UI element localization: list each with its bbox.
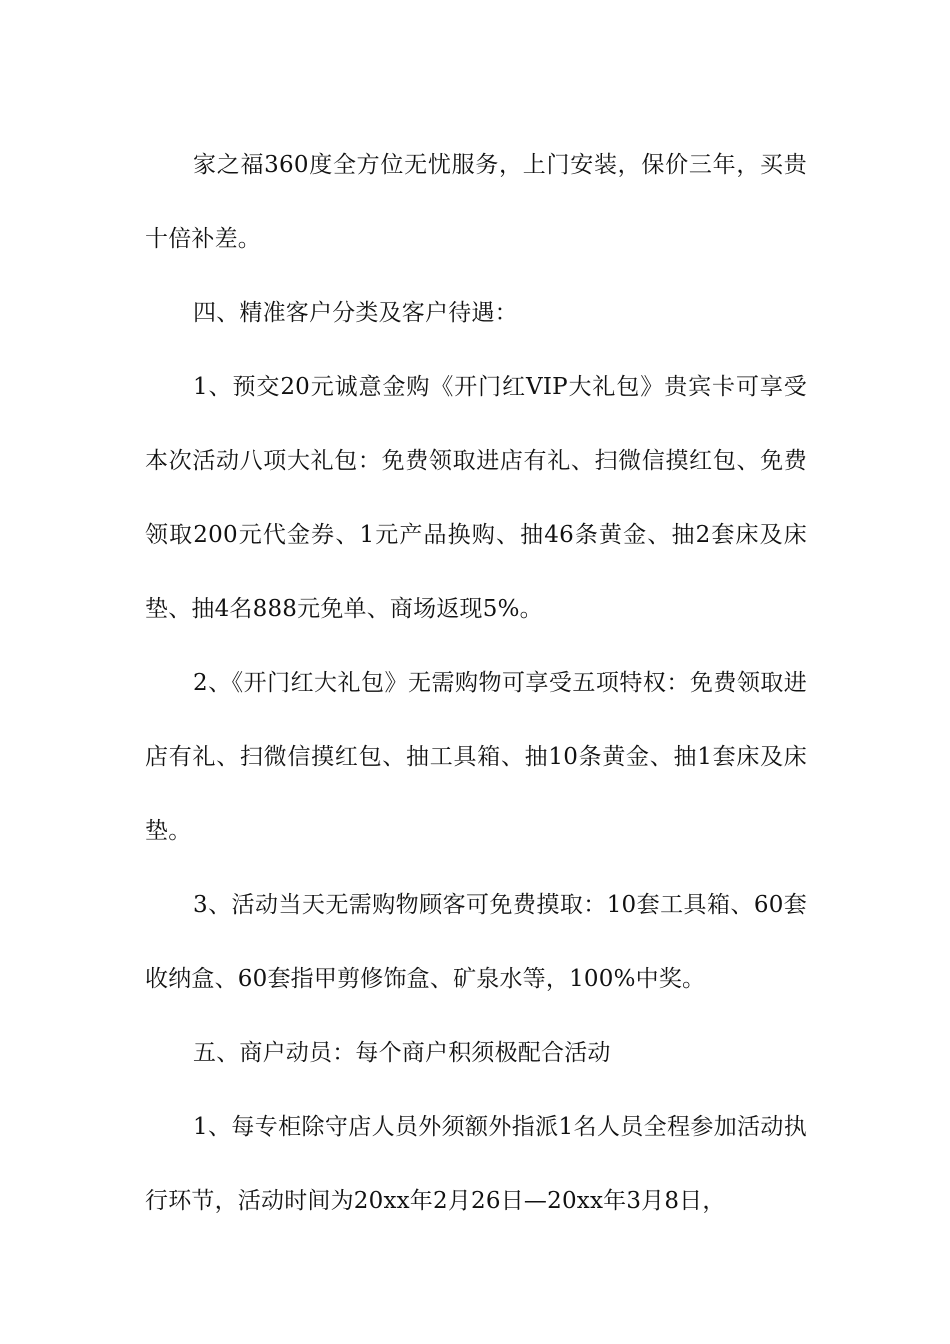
section-heading-customer-classification: 四、精准客户分类及客户待遇： (193, 300, 518, 326)
paragraph-gift-pack-privileges: 2、《开门红大礼包》无需购物可享受五项特权：免费领取进店有礼、扫微信摸红包、抽工具箱、抽10条黄金、抽1套床及床垫。 (145, 670, 807, 844)
paragraph-free-draw: 3、活动当天无需购物顾客可免费摸取：10套工具箱、60套收纳盒、60套指甲剪修饰盒、矿泉水等，100%中奖。 (145, 892, 807, 992)
document-body (145, 128, 807, 1238)
paragraph-service-guarantee: 家之福360度全方位无忧服务，上门安装，保价三年，买贵十倍补差。 (145, 152, 807, 252)
section-heading-merchant-mobilization: 五、商户动员：每个商户积须极配合活动 (193, 1040, 611, 1066)
paragraph-staff-assignment: 1、每专柜除守店人员外须额外指派1名人员全程参加活动执行环节，活动时间为20xx年2月26日—20xx年3月8日， (145, 1114, 807, 1214)
paragraph-vip-gift-pack: 1、预交20元诚意金购《开门红VIP大礼包》贵宾卡可享受本次活动八项大礼包：免费领取进店有礼、扫微信摸红包、免费领取200元代金券、1元产品换购、抽46条黄金、抽2套床及床垫、抽4名888元免单、商场返现5%。 (145, 374, 807, 622)
